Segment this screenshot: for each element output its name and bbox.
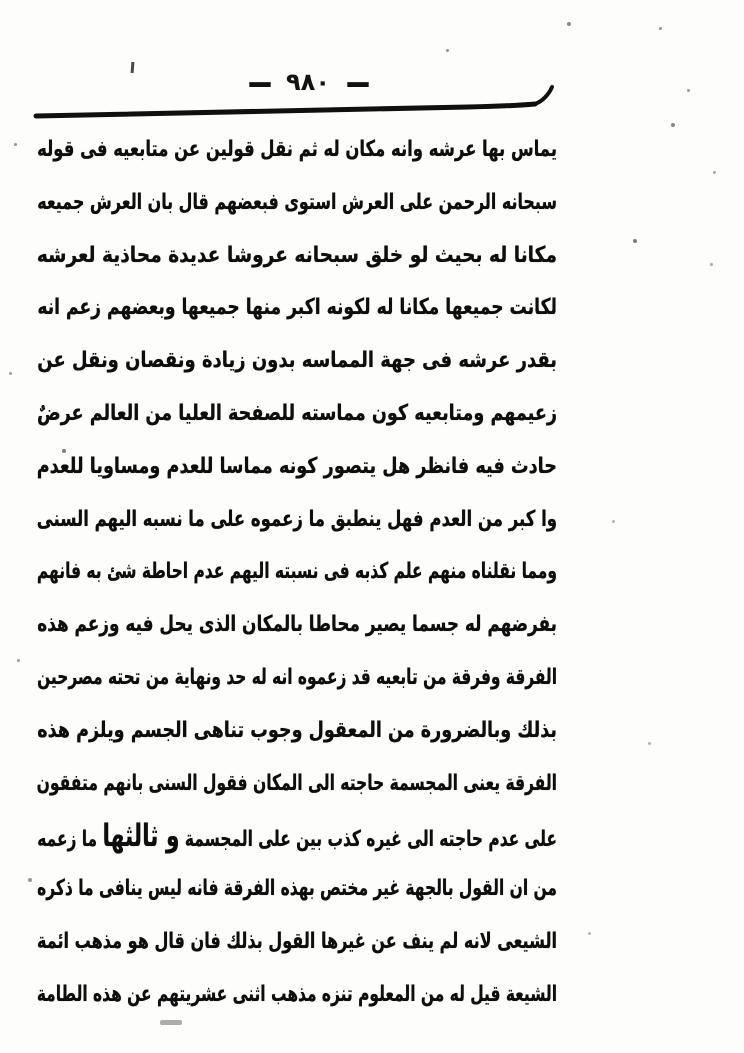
text-line-11: الفرقة وفرقة من تابعيه قد زعموه انه له حد ونهاية من تحته مصرحين <box>37 664 557 690</box>
scan-speckle <box>14 143 17 146</box>
text-line-2: سبحانه الرحمن على العرش استوى فبعضهم قال بان العرش جميعه <box>37 189 558 215</box>
scan-speckle <box>131 62 135 73</box>
text-line-8: وا كبر من العدم فهل ينطبق ما زعموه على ما نسبه اليهم السنى <box>36 506 558 532</box>
scan-speckle <box>62 449 66 453</box>
text-line-16: الشيعى لانه لم ينف عن غيرها القول بذلك فان قال هو مذهب ائمة <box>37 928 558 954</box>
scan-speckle <box>710 263 713 266</box>
scan-speckle <box>17 659 20 662</box>
header-rule <box>28 84 573 124</box>
scan-speckle <box>687 89 690 92</box>
header-dash-left: — <box>248 59 271 105</box>
line-14-big-word: و ثالثها <box>102 818 180 855</box>
scan-speckle <box>633 239 637 243</box>
page-number: ٩٨٠ <box>286 68 330 96</box>
header-dash-right: — <box>345 59 368 105</box>
scan-speckle <box>713 171 716 174</box>
scan-speckle <box>612 520 615 523</box>
text-line-1: يماس بها عرشه وانه مكان له ثم نقل قولين عن متابعيه فى قوله <box>37 137 557 162</box>
text-line-9: ومما نقلناه منهم علم كذبه فى نسبته اليهم عدم احاطة شئ به فانهم <box>36 559 557 585</box>
scan-speckle <box>671 123 675 127</box>
scan-speckle <box>567 22 571 26</box>
line-14-pre: على عدم حاجته الى غيره كذب بين على المجسمة <box>184 827 557 853</box>
text-line-7: حادث فيه فانظر هل يتصور كونه مماسا للعدم ومساويا للعدم <box>36 453 557 479</box>
text-line-4: لكانت جميعها مكانا له لكونه اكبر منها جميعها وبعضهم زعم انه <box>37 295 558 321</box>
text-line-15: من ان القول بالجهة غير مختص بهذه الفرقة فانه ليس ينافى ما ذكره <box>37 876 557 902</box>
scan-speckle <box>648 742 651 745</box>
scan-speckle <box>659 27 662 30</box>
scan-speckle <box>9 372 12 375</box>
text-line-6: زعيمهم ومتابعيه كون مماسته للصفحة العليا من العالم عرضٌ <box>36 400 557 426</box>
text-block <box>37 124 557 1022</box>
scan-speckle <box>28 878 32 882</box>
text-line-10: بفرضهم له جسما يصير محاطا بالمكان الذى يحل فيه وزعم هذه <box>37 612 557 638</box>
scan-smudge <box>160 1020 182 1025</box>
text-line-13: الفرقة يعنى المجسمة حاجته الى المكان فقول السنى بانهم متفقون <box>36 770 557 796</box>
scan-speckle <box>446 49 449 52</box>
text-line-5: بقدر عرشه فى جهة المماسه بدون زيادة ونقصان ونقل عن <box>37 348 558 374</box>
line-14-post: ما زعمه <box>37 827 98 853</box>
text-line-17: الشيعة قيل له من المعلوم تنزه مذهب اثنى عشريتهم عن هذه الطامة <box>36 981 557 1007</box>
text-line-14 <box>37 810 557 863</box>
text-line-3: مكانا له بحيث لو خلق سبحانه عروشا عديدة محاذية لعرشه <box>36 242 558 268</box>
text-line-12: بذلك وبالضرورة من المعقول وجوب تناهى الجسم ويلزم هذه <box>37 717 558 743</box>
scan-speckle <box>588 932 591 935</box>
